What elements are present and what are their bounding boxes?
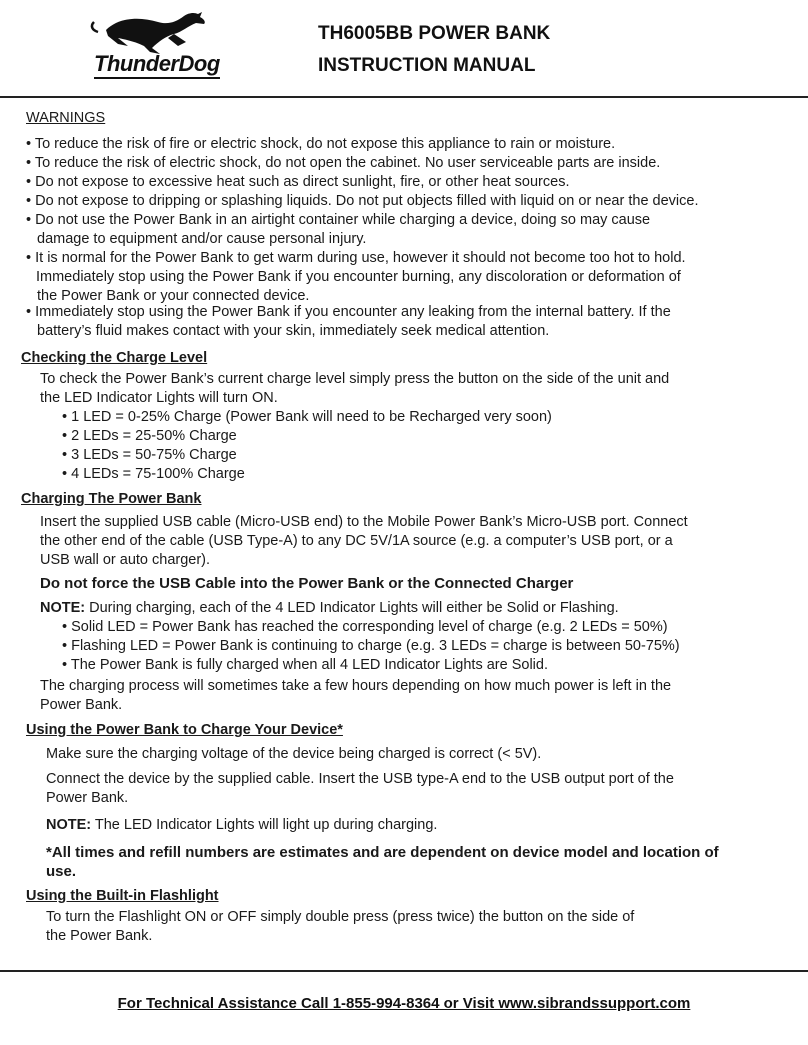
using-connect: Power Bank. [46, 790, 129, 806]
manual-title: INSTRUCTION MANUAL [318, 55, 536, 76]
charging-item: • Flashing LED = Power Bank is continuing to charge (e.g. 3 LEDs = charge is between 50-75%) [62, 638, 680, 654]
warning-line: • Do not use the Power Bank in an airtight container while charging a device, doing so may cause [26, 212, 651, 228]
brand-name: ThunderDog [94, 52, 220, 79]
page-header [0, 0, 808, 96]
warning-line: • Do not expose to excessive heat such as direct sunlight, fire, or other heat sources. [26, 174, 570, 190]
charge-level-heading: Checking the Charge Level [21, 350, 208, 366]
charging-item: • The Power Bank is fully charged when all 4 LED Indicator Lights are Solid. [62, 657, 548, 673]
warnings-heading: WARNINGS [26, 110, 106, 126]
using-voltage: Make sure the charging voltage of the device being charged is correct (< 5V). [46, 746, 542, 762]
warning-line: • Do not expose to dripping or splashing liquids. Do not put objects filled with liquid on or near the device. [26, 193, 699, 209]
charge-level-item: • 4 LEDs = 75-100% Charge [62, 466, 245, 482]
charging-note [40, 599, 619, 618]
flashlight-text: To turn the Flashlight ON or OFF simply double press (press twice) the button on the side of [46, 909, 635, 925]
warning-line: • It is normal for the Power Bank to get warm during use, however it should not become too hot to hold. [26, 250, 686, 266]
charging-outro: The charging process will sometimes take a few hours depending on how much power is left in the [40, 678, 672, 694]
charging-intro: USB wall or auto charger). [40, 552, 211, 568]
header-divider [0, 96, 808, 98]
charge-level-item: • 3 LEDs = 50-75% Charge [62, 447, 237, 463]
using-note [46, 816, 437, 835]
note-text: During charging, each of the 4 LED Indicator Lights will either be Solid or Flashing. [85, 600, 619, 616]
warning-line: damage to equipment and/or cause personal injury. [37, 231, 367, 247]
note-label: NOTE: [40, 600, 86, 616]
warning-line: • To reduce the risk of fire or electric shock, do not expose this appliance to rain or moisture. [26, 136, 616, 152]
charge-level-intro: the LED Indicator Lights will turn ON. [40, 390, 278, 406]
charging-intro: the other end of the cable (USB Type-A) to any DC 5V/1A source (e.g. a computer’s USB port, or a [40, 533, 673, 549]
using-heading: Using the Power Bank to Charge Your Device* [26, 722, 343, 738]
thunderdog-logo [88, 8, 228, 84]
product-title: TH6005BB POWER BANK [318, 23, 551, 44]
charging-item: • Solid LED = Power Bank has reached the corresponding level of charge (e.g. 2 LEDs = 50%) [62, 619, 668, 635]
using-disclaimer: *All times and refill numbers are estimates and are dependent on device model and location of [46, 844, 719, 861]
flashlight-heading: Using the Built-in Flashlight [26, 888, 219, 904]
flashlight-text: the Power Bank. [46, 928, 153, 944]
charging-caution: Do not force the USB Cable into the Power Bank or the Connected Charger [40, 575, 574, 592]
charge-level-item: • 1 LED = 0-25% Charge (Power Bank will need to be Recharged very soon) [62, 409, 552, 425]
charging-intro: Insert the supplied USB cable (Micro-USB end) to the Mobile Power Bank’s Micro-USB port. Connect [40, 514, 688, 530]
warning-line: the Power Bank or your connected device. [37, 288, 310, 304]
charge-level-intro: To check the Power Bank’s current charge level simply press the button on the side of the unit and [40, 371, 670, 387]
warning-line: • Immediately stop using the Power Bank if you encounter any leaking from the internal battery. If the [26, 304, 671, 320]
note-label: NOTE: [46, 817, 92, 833]
warning-line: Immediately stop using the Power Bank if you encounter burning, any discoloration or deformation of [36, 269, 681, 285]
tech-support-footer: For Technical Assistance Call 1-855-994-8364 or Visit www.sibrandssupport.com [117, 995, 691, 1012]
using-connect: Connect the device by the supplied cable. Insert the USB type-A end to the USB output port of the [46, 771, 674, 787]
warning-line: • To reduce the risk of electric shock, do not open the cabinet. No user serviceable parts are inside. [26, 155, 661, 171]
charging-outro: Power Bank. [40, 697, 123, 713]
using-disclaimer: use. [46, 863, 77, 880]
warning-line: battery’s fluid makes contact with your skin, immediately seek medical attention. [37, 323, 550, 339]
note-text: The LED Indicator Lights will light up during charging. [91, 817, 438, 833]
charge-level-item: • 2 LEDs = 25-50% Charge [62, 428, 237, 444]
footer-divider [0, 970, 808, 972]
charging-heading: Charging The Power Bank [21, 491, 202, 507]
